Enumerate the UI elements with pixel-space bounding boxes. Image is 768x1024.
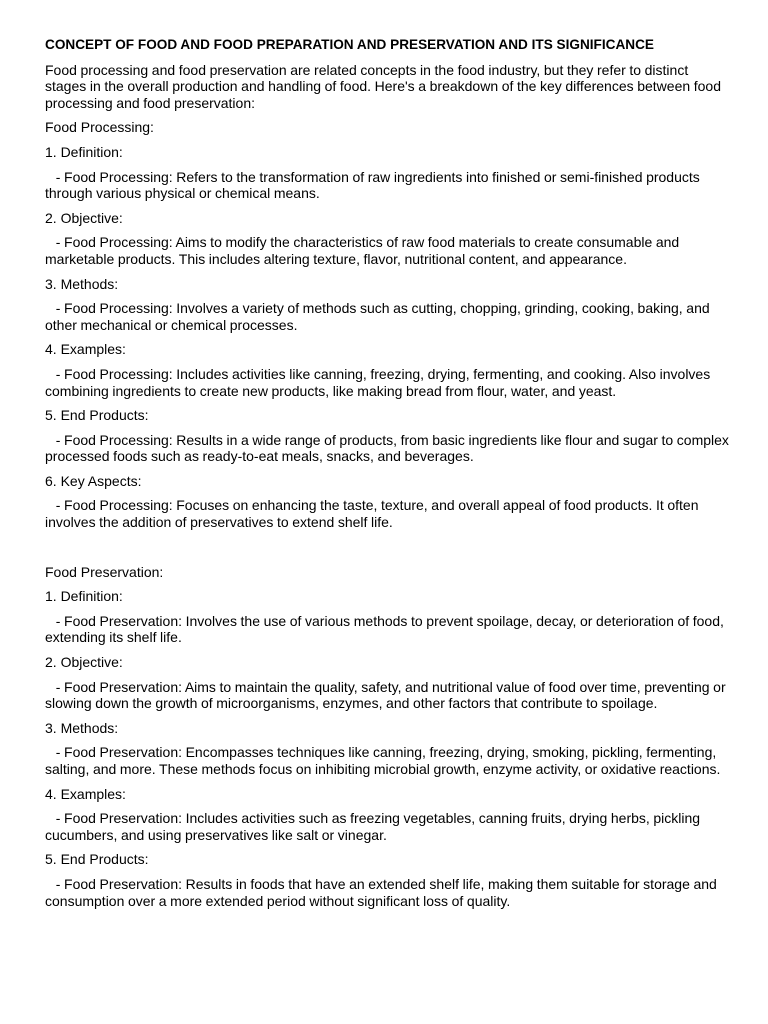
preservation-item-label: 5. End Products: — [45, 851, 149, 868]
processing-heading: Food Processing: — [45, 119, 154, 136]
preservation-item-text: - Food Preservation: Results in foods that have an extended shelf life, making them suitable for storage and consumption over a more extended period without significant loss of quality. — [45, 875, 717, 909]
processing-item-label: 3. Methods: — [45, 275, 119, 292]
intro-paragraph: Food processing and food preservation are related concepts in the food industry, but they refer to distinct stages in the overall production and handling of food. Here's a breakdown of the key differences between food processing and food preservation: — [45, 61, 721, 111]
processing-item-text: - Food Processing: Includes activities like canning, freezing, drying, fermenting, and cooking. Also involves combining ingredients to create new products, like making bread from flour, water, and yeast. — [45, 365, 711, 399]
processing-item-label: 2. Objective: — [45, 209, 123, 226]
processing-item-text: - Food Processing: Focuses on enhancing the taste, texture, and overall appeal of food products. It often involves the addition of preservatives to extend shelf life. — [45, 497, 699, 531]
preservation-item-label: 1. Definition: — [45, 588, 123, 605]
processing-item-label: 4. Examples: — [45, 341, 126, 358]
preservation-item-text: - Food Preservation: Involves the use of various methods to prevent spoilage, decay, or deterioration of food, extending its shelf life. — [45, 612, 724, 646]
preservation-item-text: - Food Preservation: Aims to maintain the quality, safety, and nutritional value of food over time, preventing or slowing down the growth of microorganisms, enzymes, and other factors that contribute to spoilage. — [45, 678, 726, 712]
processing-item-label: 6. Key Aspects: — [45, 472, 142, 489]
document-title: CONCEPT OF FOOD AND FOOD PREPARATION AND PRESERVATION AND ITS SIGNIFICANCE — [45, 37, 654, 52]
processing-item-text: - Food Processing: Refers to the transformation of raw ingredients into finished or semi-finished products through various physical or chemical means. — [45, 168, 700, 202]
section-spacer — [45, 539, 731, 564]
processing-item-text: - Food Processing: Involves a variety of methods such as cutting, chopping, grinding, cooking, baking, and other mechanical or chemical processes. — [45, 300, 710, 333]
preservation-item-label: 3. Methods: — [45, 719, 119, 736]
preservation-item-text: - Food Preservation: Includes activities such as freezing vegetables, canning fruits, drying herbs, pickling cucumbers, and using preservatives like salt or vinegar. — [45, 810, 701, 843]
processing-item-label: 5. End Products: — [45, 407, 149, 424]
processing-item-label: 1. Definition: — [45, 143, 123, 160]
preservation-item-label: 2. Objective: — [45, 654, 123, 671]
preservation-item-label: 4. Examples: — [45, 785, 126, 802]
preservation-item-text: - Food Preservation: Encompasses techniques like canning, freezing, drying, smoking, pickling, fermenting, salting, and more. These methods focus on inhibiting microbial growth, enzyme activity, or oxidative reactions. — [45, 744, 721, 777]
document-page — [45, 37, 731, 917]
preservation-heading: Food Preservation: — [45, 563, 164, 580]
processing-item-text: - Food Processing: Aims to modify the characteristics of raw food materials to create consumable and marketable products. This includes altering texture, flavor, nutritional content, and appearance. — [45, 234, 680, 267]
processing-item-text: - Food Processing: Results in a wide range of products, from basic ingredients like flour and sugar to complex processed foods such as ready-to-eat meals, snacks, and beverages. — [45, 431, 729, 465]
